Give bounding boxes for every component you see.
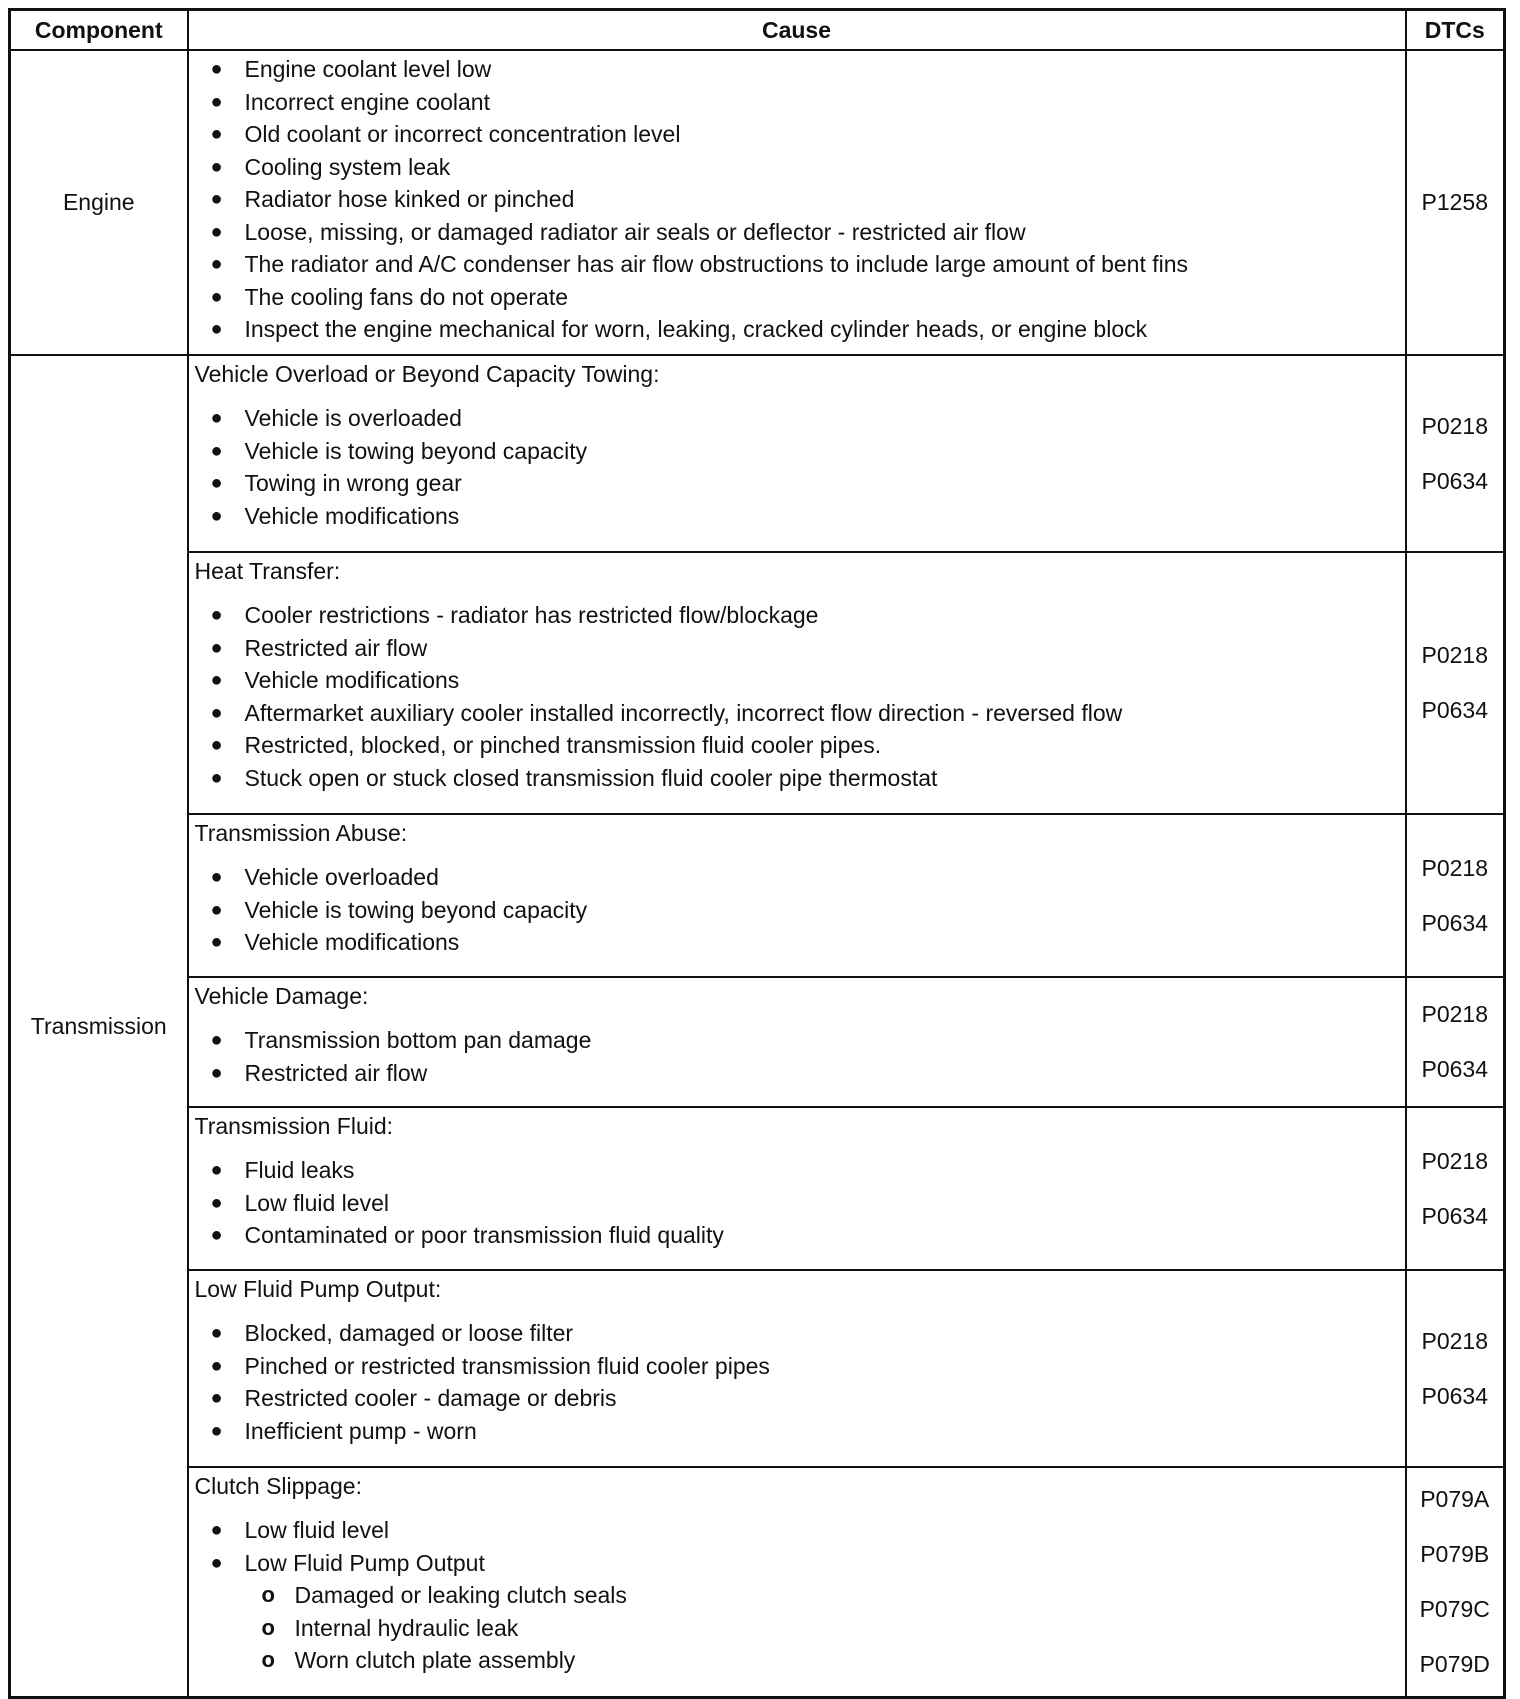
group-title: Vehicle Damage: — [194, 983, 369, 1009]
cause-list — [195, 1154, 1399, 1252]
list-item: ● Stuck open or stuck closed transmission fluid cooler pipe thermostat — [195, 762, 1399, 795]
list-item: ● Contaminated or poor transmission fluid quality — [195, 1219, 1399, 1252]
engine-causes — [188, 50, 1406, 355]
group-dtcs — [1406, 814, 1505, 977]
list-item: ● Fluid leaks — [195, 1154, 1399, 1187]
dtc-code: P0218 — [1421, 1147, 1488, 1174]
transmission-row-pump-output — [10, 1270, 1505, 1467]
dtc-cause-table — [8, 8, 1506, 1699]
group-causes — [188, 977, 1406, 1107]
list-item: ● Vehicle is overloaded — [195, 402, 1399, 435]
group-title: Transmission Fluid: — [194, 1113, 394, 1139]
group-dtcs — [1406, 1467, 1505, 1697]
list-item: ● Pinched or restricted transmission fluid cooler pipes — [195, 1350, 1399, 1383]
dtc-code: P1258 — [1421, 189, 1488, 215]
group-dtcs — [1406, 1107, 1505, 1270]
list-item: ● Cooler restrictions - radiator has restricted flow/blockage — [195, 599, 1399, 632]
list-item: ● Restricted air flow — [195, 1057, 1399, 1090]
dtc-code: P0218 — [1421, 1001, 1488, 1027]
list-item: ● Restricted, blocked, or pinched transmission fluid cooler pipes. — [195, 729, 1399, 762]
list-item: ● Engine coolant level low — [195, 53, 1399, 86]
group-causes — [188, 814, 1406, 977]
cause-list — [195, 1317, 1399, 1447]
dtc-code: P0218 — [1421, 412, 1488, 439]
dtc-code: P079B — [1420, 1540, 1490, 1567]
list-item: ● Inspect the engine mechanical for worn, leaking, cracked cylinder heads, or engine block — [195, 313, 1399, 346]
engine-dtcs — [1406, 50, 1505, 355]
dtc-code: P079C — [1419, 1595, 1490, 1622]
list-item: ● Transmission bottom pan damage — [195, 1024, 1399, 1057]
component-engine: Engine — [10, 50, 188, 355]
transmission-row-overload — [10, 355, 1505, 552]
dtc-code: P0218 — [1421, 642, 1488, 668]
cause-list — [195, 599, 1399, 794]
list-item: o Damaged or leaking clutch seals — [195, 1579, 1399, 1612]
group-title: Low Fluid Pump Output: — [194, 1276, 442, 1302]
header-dtcs: DTCs — [1406, 10, 1505, 51]
header-row — [10, 10, 1505, 51]
list-item: ● Vehicle overloaded — [195, 861, 1399, 894]
transmission-row-fluid — [10, 1107, 1505, 1270]
dtc-code: P079A — [1420, 1485, 1490, 1512]
header-component: Component — [10, 10, 188, 51]
component-transmission: Transmission — [10, 355, 188, 1697]
transmission-row-clutch-slippage — [10, 1467, 1505, 1697]
transmission-row-heat-transfer — [10, 552, 1505, 814]
dtc-code: P0634 — [1421, 1202, 1488, 1229]
list-item: ● Low fluid level — [195, 1514, 1399, 1547]
list-item: ● The cooling fans do not operate — [195, 281, 1399, 314]
group-causes — [188, 552, 1406, 814]
dtc-code: P0634 — [1421, 909, 1488, 936]
group-causes — [188, 1467, 1406, 1697]
dtc-code: P0634 — [1421, 697, 1488, 723]
group-causes — [188, 1270, 1406, 1467]
group-title: Transmission Abuse: — [194, 820, 408, 846]
group-dtcs — [1406, 1270, 1505, 1467]
transmission-row-abuse — [10, 814, 1505, 977]
group-causes — [188, 355, 1406, 552]
cause-list — [195, 53, 1399, 346]
cause-list — [195, 402, 1399, 532]
dtc-code: P0634 — [1421, 467, 1488, 494]
dtc-code: P0218 — [1421, 854, 1488, 881]
engine-row — [10, 50, 1505, 355]
header-cause: Cause — [188, 10, 1406, 51]
sub-cause-list — [195, 1579, 1399, 1677]
list-item: ● Vehicle is towing beyond capacity — [195, 435, 1399, 468]
list-item: ● Restricted cooler - damage or debris — [195, 1382, 1399, 1415]
list-item: ● Vehicle modifications — [195, 500, 1399, 533]
list-item: ● Old coolant or incorrect concentration level — [195, 118, 1399, 151]
dtc-code: P079D — [1419, 1650, 1490, 1677]
list-item: ● Towing in wrong gear — [195, 467, 1399, 500]
group-dtcs — [1406, 977, 1505, 1107]
dtc-code: P0218 — [1421, 1327, 1488, 1354]
dtc-code: P0634 — [1421, 1056, 1488, 1082]
dtc-code: P0634 — [1421, 1382, 1488, 1409]
list-item: ● Aftermarket auxiliary cooler installed incorrectly, incorrect flow direction - reversed flow — [195, 697, 1399, 730]
list-item: ● The radiator and A/C condenser has air flow obstructions to include large amount of bent fins — [195, 248, 1399, 281]
list-item: ● Incorrect engine coolant — [195, 86, 1399, 119]
group-title: Heat Transfer: — [194, 558, 341, 584]
group-title: Vehicle Overload or Beyond Capacity Towing: — [194, 361, 660, 387]
group-causes — [188, 1107, 1406, 1270]
list-item: ● Low fluid level — [195, 1187, 1399, 1220]
list-item: o Worn clutch plate assembly — [195, 1644, 1399, 1677]
list-item: ● Inefficient pump - worn — [195, 1415, 1399, 1448]
list-item: ● Vehicle is towing beyond capacity — [195, 894, 1399, 927]
transmission-row-damage — [10, 977, 1505, 1107]
list-item: ● Vehicle modifications — [195, 664, 1399, 697]
list-item: ● Loose, missing, or damaged radiator air seals or deflector - restricted air flow — [195, 216, 1399, 249]
list-item: ● Low Fluid Pump Output — [195, 1547, 1399, 1580]
list-item: ● Vehicle modifications — [195, 926, 1399, 959]
list-item: ● Cooling system leak — [195, 151, 1399, 184]
list-item: o Internal hydraulic leak — [195, 1612, 1399, 1645]
group-dtcs — [1406, 552, 1505, 814]
cause-list — [195, 1514, 1399, 1579]
group-dtcs — [1406, 355, 1505, 552]
list-item: ● Blocked, damaged or loose filter — [195, 1317, 1399, 1350]
list-item: ● Restricted air flow — [195, 632, 1399, 665]
cause-list — [195, 1024, 1399, 1089]
cause-list — [195, 861, 1399, 959]
group-title: Clutch Slippage: — [194, 1473, 362, 1499]
list-item: ● Radiator hose kinked or pinched — [195, 183, 1399, 216]
